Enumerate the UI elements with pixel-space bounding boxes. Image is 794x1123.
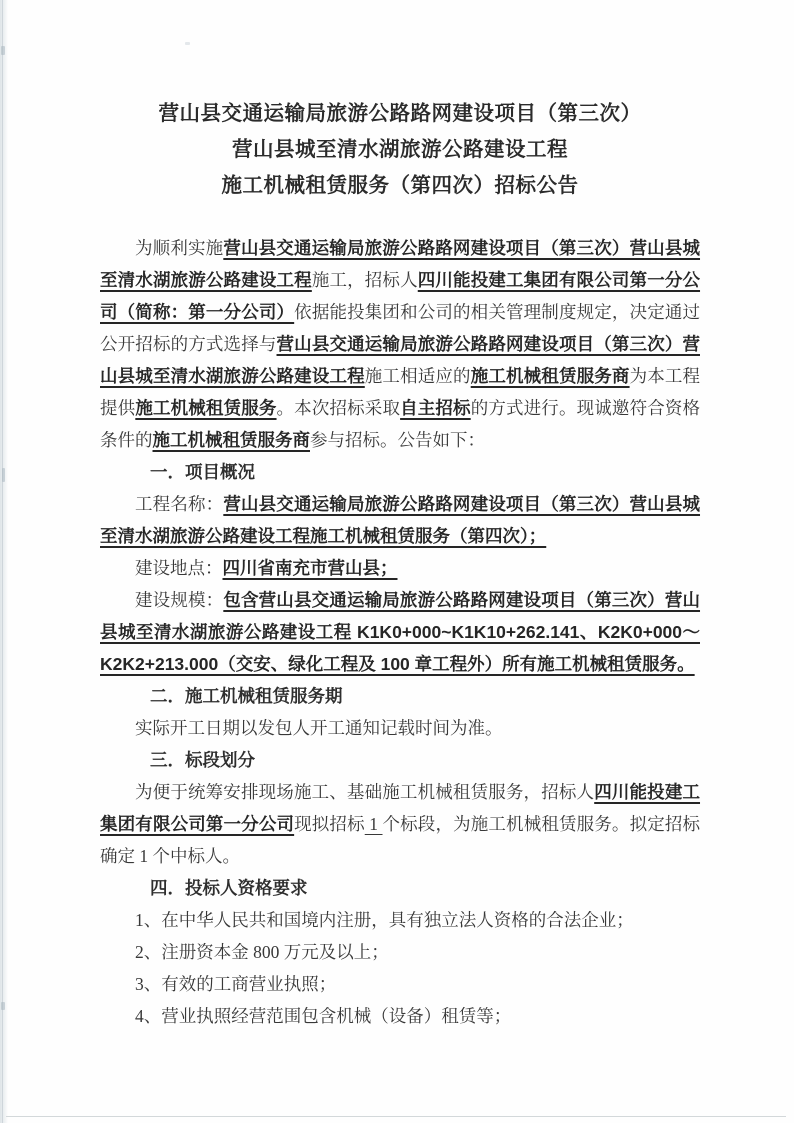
text-run: 。本次招标采取 [276,398,401,418]
document-content [100,0,700,1032]
emphasized-text-run: 施工机械租赁服务 [135,398,277,418]
emphasized-text-run: 四川省南充市营山县； [222,558,398,578]
text-run: 工程名称： [135,494,224,514]
emphasized-text-run: 1 [364,814,383,834]
section-heading-bidder-qualifications: 四．投标人资格要求 [150,878,308,898]
text-run: 为顺利实施 [135,238,224,258]
text-run: 实际开工日期以发包人开工通知记载时间为准。 [135,718,503,738]
project-name-paragraph [100,488,700,552]
section-heading-bid-sections: 三．标段划分 [150,750,255,770]
title-line-1: 营山县交通运输局旅游公路路网建设项目（第三次） [158,102,642,125]
emphasized-text-run: 施工机械租赁服务商 [470,366,630,386]
emphasized-text-run: 营山县交通运输局旅游公路路网建设项目（第三次）营山县城至清水湖旅游公路建设工程 [100,334,700,386]
bid-sections-paragraph [100,776,700,872]
construction-location-paragraph [100,552,700,584]
scan-speck [1,1002,5,1010]
emphasized-text-run: 施工机械租赁服务商 [152,430,310,450]
text-run: 的方式进行。现诚邀符合资格条件的 [100,398,701,450]
document-title [100,96,700,204]
section-heading-service-period: 二．施工机械租赁服务期 [150,686,343,706]
text-run: 施工，招标人 [311,270,418,290]
emphasized-text-run: 四川能投建工集团有限公司第一分公司（简称：第一分公司） [100,270,701,322]
text-run: 参与招标。公告如下： [310,430,485,450]
service-period-paragraph [100,712,700,744]
text-run: 为本工程提供 [100,366,701,418]
text-run: 建设规模： [135,590,224,610]
qualification-item-4: 4、营业执照经营范围包含机械（设备）租赁等； [135,1006,512,1026]
title-line-2: 营山县城至清水湖旅游公路建设工程 [232,138,568,161]
qualification-item-1: 1、在中华人民共和国境内注册，具有独立法人资格的合法企业； [135,910,634,930]
qualification-item-3: 3、有效的工商营业执照； [135,974,337,994]
emphasized-text-run: 四川能投建工集团有限公司第一分公司 [100,782,701,834]
text-run: 现拟招标 [294,814,365,834]
emphasized-text-run: 营山县交通运输局旅游公路路网建设项目（第三次）营山县城至清水湖旅游公路建设工程 [100,238,701,290]
document-body [100,232,700,1032]
intro-paragraph [100,232,700,456]
text-run: 施工相适应的 [364,366,471,386]
text-run: 建设地点： [135,558,223,578]
title-line-3: 施工机械租赁服务（第四次）招标公告 [221,174,579,197]
section-heading-project-overview: 一．项目概况 [150,462,255,482]
emphasized-text-run: 自主招标 [400,398,471,418]
text-run: 为便于统筹安排现场施工、基础施工机械租赁服务，招标人 [135,782,595,802]
qualification-item-2: 2、注册资本金 800 万元及以上； [135,942,389,962]
scan-speck [2,468,5,482]
text-run: 个标段，为施工机械租赁服务。拟定招标确定 1 个中标人。 [100,814,701,866]
scan-speck [1,46,5,55]
construction-scale-paragraph [100,584,700,680]
emphasized-text-run: 营山县交通运输局旅游公路路网建设项目（第三次）营山县城至清水湖旅游公路建设工程施工机械租赁服务（第四次）； [100,494,701,546]
text-run: 依据能投集团和公司的相关管理制度规定，决定通过公开招标的方式选择与 [100,302,701,354]
emphasized-text-run: 包含营山县交通运输局旅游公路路网建设项目（第三次）营山县城至清水湖旅游公路建设工程 K1K0+000~K1K10+262.141、K2K0+000～K2K2+213.000（交安、绿化工程及 100 章工程外）所有施工机械租赁服务。 [100,590,701,674]
scan-bottom-line [6,1116,786,1117]
scan-edge-line [2,0,3,1123]
